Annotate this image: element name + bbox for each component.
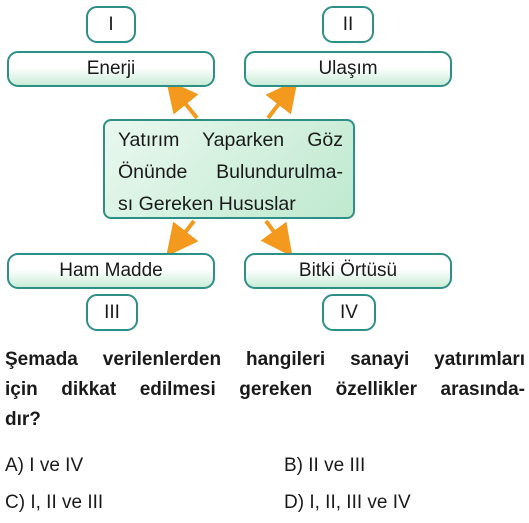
question-line-1: Şemada verilenlerden hangileri sanayi yatırımları (5, 349, 525, 370)
arrow-to-energy (176, 92, 197, 118)
option-a-letter: A) (5, 455, 24, 476)
option-d-letter: D) (284, 492, 305, 513)
option-b-text: II ve III (308, 455, 366, 476)
node-energy (7, 51, 215, 87)
numeral-box-4 (322, 294, 376, 331)
option-c-letter: C) (5, 492, 26, 513)
question-line-3: dır? (5, 409, 41, 430)
option-b-letter: B) (284, 455, 303, 476)
node-transport-label: Ulaşım (318, 58, 378, 79)
option-b[interactable] (284, 455, 365, 477)
numeral-2: II (342, 13, 354, 35)
numeral-box-1 (86, 6, 136, 43)
numeral-1: I (108, 13, 114, 35)
node-energy-label: Enerji (86, 58, 136, 79)
node-vegetation-label: Bitki Örtüsü (298, 260, 398, 281)
center-box (103, 119, 355, 219)
option-a-text: I ve IV (29, 455, 84, 476)
numeral-3: III (104, 301, 120, 323)
center-line-1: Yatırım Yaparken Göz (118, 129, 343, 151)
arrow-to-transport (268, 92, 288, 118)
node-transport (244, 51, 452, 87)
option-d[interactable] (284, 492, 411, 514)
option-d-text: I, II, III ve IV (309, 492, 411, 513)
arrow-to-vegetation (266, 221, 283, 244)
numeral-4: IV (340, 301, 358, 323)
question-text (5, 345, 525, 435)
center-line-2: Önünde Bulundurulma- (118, 161, 343, 183)
node-vegetation (244, 253, 452, 289)
center-line-3: sı Gereken Hususlar (118, 193, 296, 215)
question-line-2: için dikkat edilmesi gereken özellikler arasında- (5, 379, 525, 400)
node-raw-material-label: Ham Madde (59, 260, 163, 281)
option-c-text: I, II ve III (30, 492, 104, 513)
numeral-box-2 (322, 6, 374, 43)
node-raw-material (7, 253, 215, 289)
option-c[interactable] (5, 492, 103, 514)
numeral-box-3 (86, 294, 138, 331)
option-a[interactable] (5, 455, 83, 477)
arrow-to-raw-material (176, 221, 194, 244)
